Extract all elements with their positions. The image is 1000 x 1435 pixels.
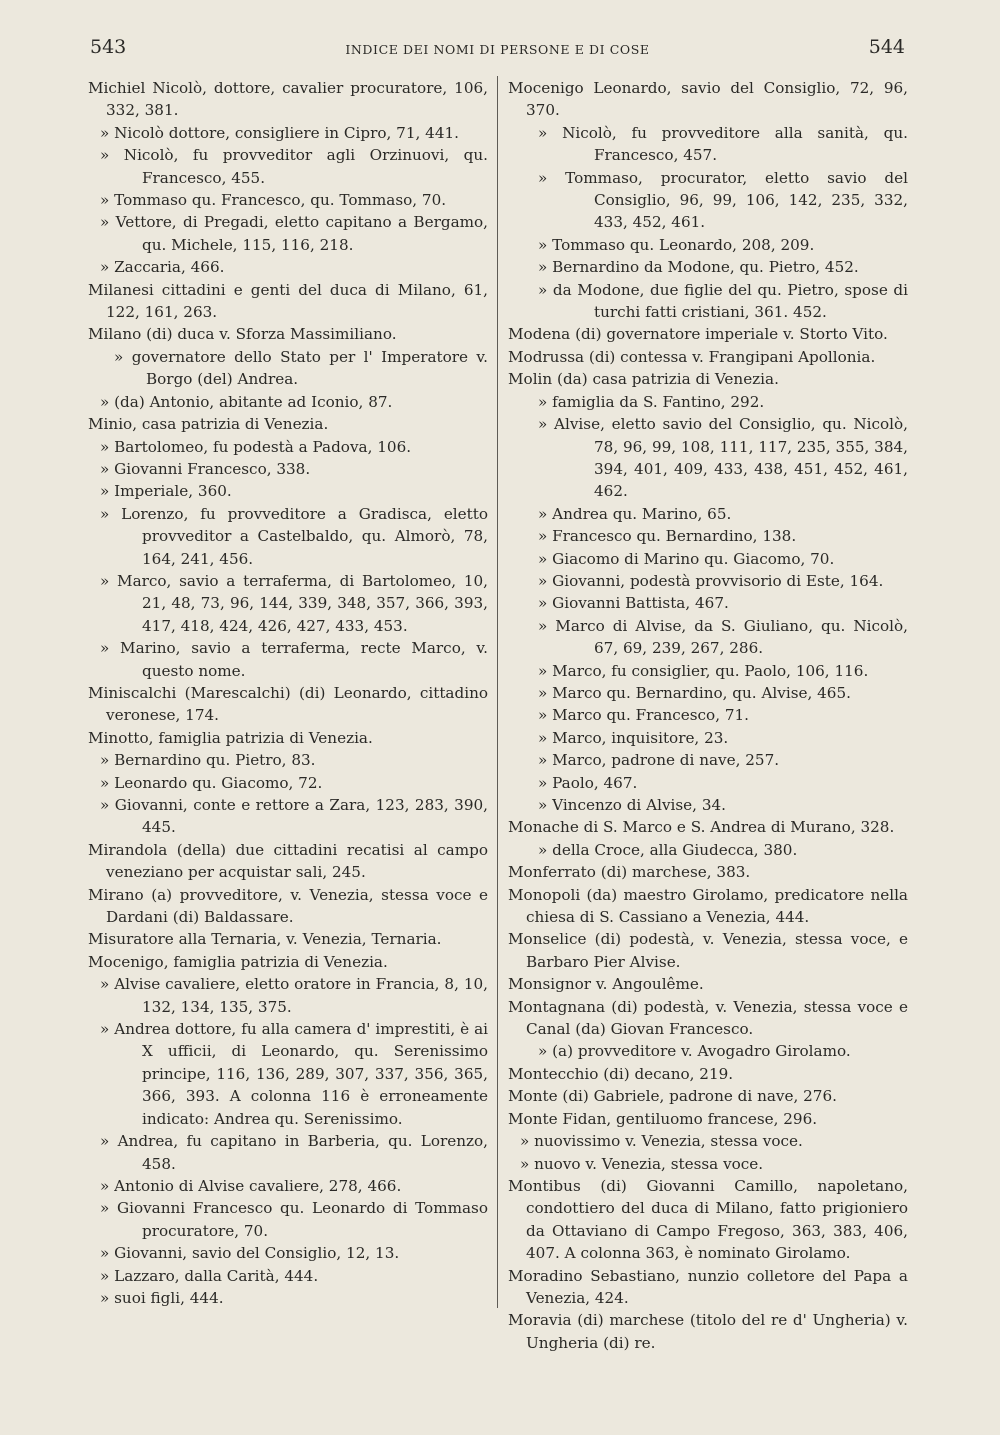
index-entry: Montecchio (di) decano, 219. — [508, 1064, 734, 1083]
index-entry: » (da) Antonio, abitante ad Iconio, 87. — [100, 392, 393, 411]
index-entry: » Marco, inquisitore, 23. — [538, 728, 729, 747]
index-entry: Misuratore alla Ternaria, v. Venezia, Ternaria. — [88, 930, 442, 949]
index-entry: » Andrea, fu capitano in Barberia, qu. Lorenzo, 458. — [100, 1132, 488, 1173]
index-entry: » Giovanni, savio del Consiglio, 12, 13. — [100, 1244, 400, 1263]
index-entry: » Leonardo qu. Giacomo, 72. — [100, 773, 323, 792]
page-number-left: 543 — [90, 36, 127, 58]
index-entry: Mocenigo Leonardo, savio del Consiglio, 72, 96, 370. — [508, 79, 908, 120]
index-entry: » Marco, padrone di nave, 257. — [538, 751, 780, 770]
right-column — [508, 77, 908, 1354]
running-title: INDICE DEI NOMI DI PERSONE E DI COSE — [345, 42, 650, 57]
index-entry: Mirano (a) provveditore, v. Venezia, stessa voce e Dardani (di) Baldassare. — [88, 885, 488, 927]
index-entry: » Alvise, eletto savio del Consiglio, qu. Nicolò, 78, 96, 99, 108, 111, 117, 235, 355, 384, 394, 401, 409, 433, 438, 451, 452, 461, 462. — [538, 415, 908, 501]
index-entry: Mocenigo, famiglia patrizia di Venezia. — [88, 952, 388, 971]
index-entry: » Nicolò, fu provveditor agli Orzinuovi, qu. Francesco, 455. — [100, 146, 488, 187]
index-entry: Modrussa (di) contessa v. Frangipani Apollonia. — [508, 347, 876, 366]
index-entry: Moradino Sebastiano, nunzio colletore del Papa a Venezia, 424. — [508, 1266, 908, 1307]
index-entry: » Giovanni, conte e rettore a Zara, 123, 283, 390, 445. — [100, 796, 488, 837]
index-entry: Michiel Nicolò, dottore, cavalier procuratore, 106, 332, 381. — [88, 79, 488, 120]
column-divider — [497, 76, 498, 1308]
index-entry: » Bartolomeo, fu podestà a Padova, 106. — [100, 437, 412, 456]
index-entry: » Paolo, 467. — [538, 773, 638, 792]
index-entry: Monte (di) Gabriele, padrone di nave, 276. — [508, 1087, 837, 1106]
index-entry: Molin (da) casa patrizia di Venezia. — [508, 370, 779, 389]
page-header — [90, 36, 905, 66]
page-number-right: 544 — [868, 36, 905, 58]
index-entry: Montagnana (di) podestà, v. Venezia, stessa voce e Canal (da) Giovan Francesco. — [508, 997, 908, 1039]
index-entry: Monte Fidan, gentiluomo francese, 296. — [508, 1109, 818, 1128]
index-entry: Minotto, famiglia patrizia di Venezia. — [88, 728, 373, 747]
index-entry: Monferrato (di) marchese, 383. — [508, 863, 751, 882]
index-entry: » Lazzaro, dalla Carità, 444. — [100, 1266, 319, 1285]
index-entry: » Andrea dottore, fu alla camera d' imprestiti, è ai X ufficii, di Leonardo, qu. Serenissimo principe, 116, 136, 289, 307, 337, 356, 365, 366, 393. A colonna 116 è erroneamente indicato: Andrea qu. Serenissimo. — [100, 1020, 488, 1128]
index-entry: » Giovanni Battista, 467. — [538, 594, 729, 613]
index-entry: Miniscalchi (Marescalchi) (di) Leonardo, cittadino veronese, 174. — [88, 683, 488, 725]
index-entry: Milano (di) duca v. Sforza Massimiliano. — [88, 325, 397, 344]
index-entry: » Marino, savio a terraferma, recte Marco, v. questo nome. — [100, 639, 488, 680]
index-entry: Montibus (di) Giovanni Camillo, napoletano, condottiero del duca di Milano, fatto prigioniero da Ottaviano di Campo Fregoso, 363, 383, 406, 407. A colonna 363, è nominato Girolamo. — [508, 1176, 908, 1263]
index-entry: Milanesi cittadini e genti del duca di Milano, 61, 122, 161, 263. — [88, 280, 488, 322]
index-entry: » Francesco qu. Bernardino, 138. — [538, 527, 797, 546]
index-entry: » Nicolò dottore, consigliere in Cipro, 71, 441. — [100, 123, 459, 142]
index-entry: » (a) provveditore v. Avogadro Girolamo. — [538, 1042, 851, 1061]
index-entry: » Bernardino qu. Pietro, 83. — [100, 751, 316, 770]
index-entry: Mirandola (della) due cittadini recatisi al campo veneziano per acquistar sali, 245. — [88, 840, 488, 882]
index-entry: » Giovanni, podestà provvisorio di Este, 164. — [538, 571, 884, 590]
index-entry: » governatore dello Stato per l' Imperatore v. Borgo (del) Andrea. — [114, 347, 488, 389]
index-entry: Monselice (di) podestà, v. Venezia, stessa voce, e Barbaro Pier Alvise. — [508, 930, 908, 971]
index-entry: » Tommaso qu. Francesco, qu. Tommaso, 70. — [100, 191, 447, 210]
index-entry: » Marco, fu consiglier, qu. Paolo, 106, 116. — [538, 661, 869, 680]
index-entry: Moravia (di) marchese (titolo del re d' Ungheria) v. Ungheria (di) re. — [508, 1311, 908, 1352]
index-entry: » Tommaso, procurator, eletto savio del Consiglio, 96, 99, 106, 142, 235, 332, 433, 452, 461. — [538, 168, 908, 232]
index-entry: Modena (di) governatore imperiale v. Storto Vito. — [508, 325, 888, 344]
index-entry: » Andrea qu. Marino, 65. — [538, 504, 732, 523]
index-entry: » Lorenzo, fu provveditore a Gradisca, eletto provveditor a Castelbaldo, qu. Almorò, 78, 164, 241, 456. — [100, 504, 488, 568]
index-entry: » Giacomo di Marino qu. Giacomo, 70. — [538, 549, 835, 568]
index-entry: » da Modone, due figlie del qu. Pietro, spose di turchi fatti cristiani, 361. 452. — [538, 280, 908, 322]
index-entry: » Marco di Alvise, da S. Giuliano, qu. Nicolò, 67, 69, 239, 267, 286. — [538, 616, 908, 658]
index-entry: » nuovo v. Venezia, stessa voce. — [520, 1154, 764, 1173]
left-column — [88, 77, 488, 1309]
index-entry: » Antonio di Alvise cavaliere, 278, 466. — [100, 1176, 402, 1195]
index-entry: » Nicolò, fu provveditore alla sanità, qu. Francesco, 457. — [538, 123, 908, 165]
index-entry: » Marco qu. Bernardino, qu. Alvise, 465. — [538, 683, 851, 702]
index-entry: » della Croce, alla Giudecca, 380. — [538, 840, 798, 859]
index-entry: » Marco, savio a terraferma, di Bartolomeo, 10, 21, 48, 73, 96, 144, 339, 348, 357, 366, 393, 417, 418, 424, 426, 427, 433, 453. — [100, 571, 488, 635]
index-entry: » famiglia da S. Fantino, 292. — [538, 392, 765, 411]
index-entry: Monopoli (da) maestro Girolamo, predicatore nella chiesa di S. Cassiano a Venezia, 444. — [508, 885, 908, 927]
index-entry: » Vincenzo di Alvise, 34. — [538, 796, 726, 814]
index-entry: Monsignor v. Angoulême. — [508, 975, 704, 994]
index-entry: » Bernardino da Modone, qu. Pietro, 452. — [538, 258, 859, 277]
index-entry: » Alvise cavaliere, eletto oratore in Francia, 8, 10, 132, 134, 135, 375. — [100, 975, 488, 1016]
index-entry: » Zaccaria, 466. — [100, 258, 225, 277]
index-entry: Monache di S. Marco e S. Andrea di Murano, 328. — [508, 818, 895, 837]
index-entry: » Vettore, di Pregadi, eletto capitano a Bergamo, qu. Michele, 115, 116, 218. — [100, 213, 488, 254]
index-entry: » Imperiale, 360. — [100, 482, 232, 501]
index-entry: » Marco qu. Francesco, 71. — [538, 706, 750, 725]
index-entry: » Giovanni Francesco qu. Leonardo di Tommaso procuratore, 70. — [100, 1199, 488, 1240]
index-entry: Minio, casa patrizia di Venezia. — [88, 415, 329, 434]
index-entry: » Tommaso qu. Leonardo, 208, 209. — [538, 235, 815, 254]
index-entry: » suoi figli, 444. — [100, 1288, 224, 1307]
index-entry: » Giovanni Francesco, 338. — [100, 459, 311, 478]
index-entry: » nuovissimo v. Venezia, stessa voce. — [520, 1132, 803, 1151]
